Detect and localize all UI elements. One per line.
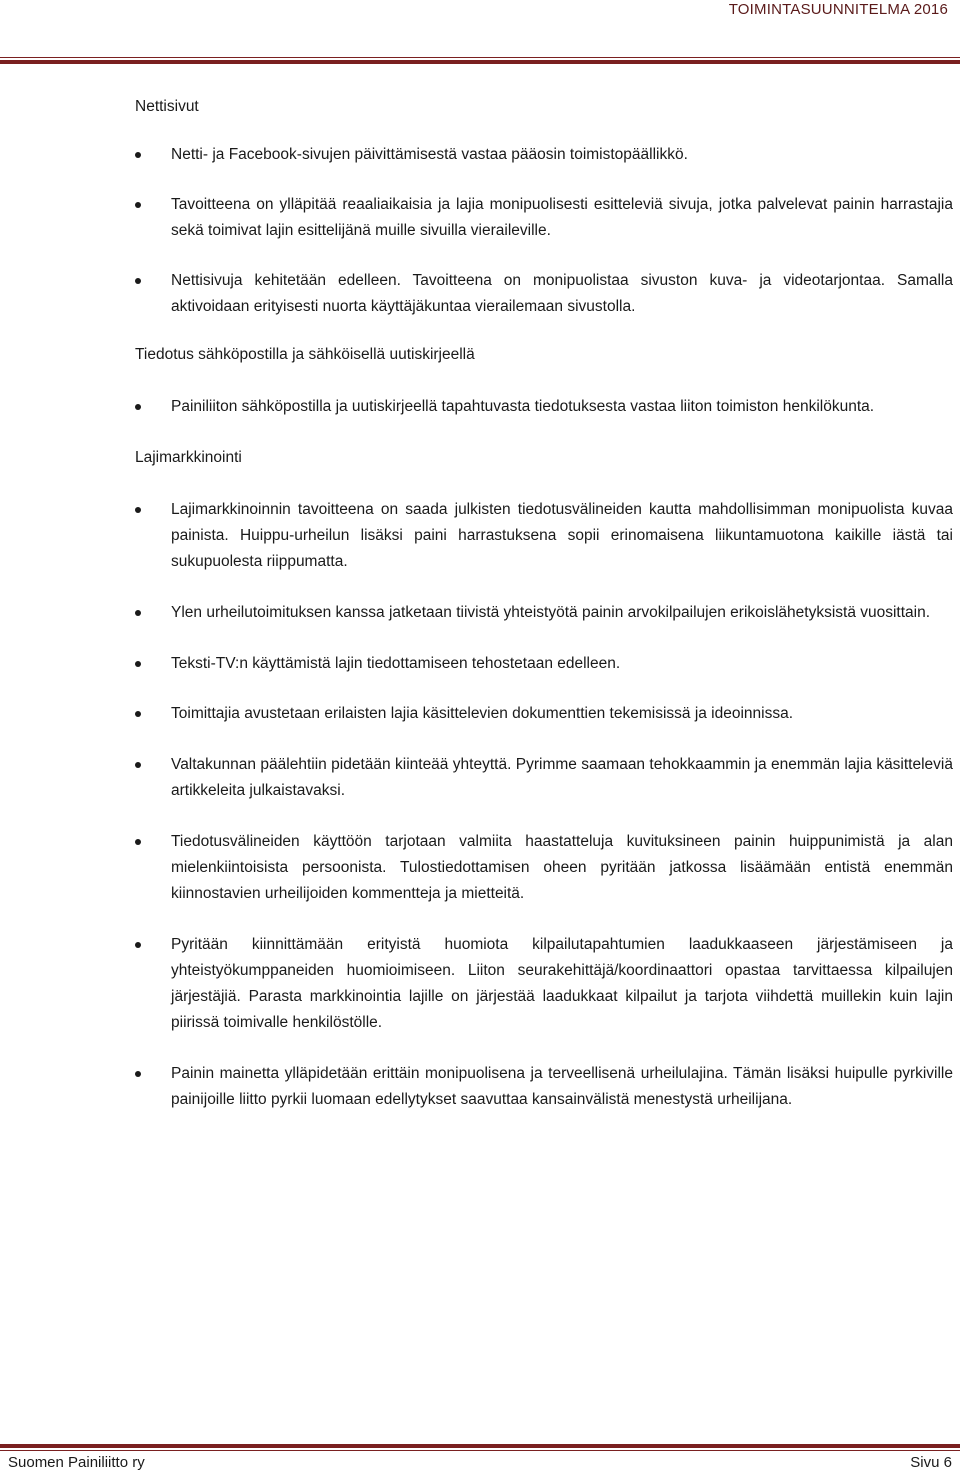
bullet-icon [135, 839, 141, 845]
list-item [135, 142, 953, 168]
list-item-text: Teksti-TV:n käyttämistä lajin tiedottamiseen tehostetaan edelleen. [171, 655, 621, 672]
section-heading-nettisivut: Nettisivut [135, 98, 199, 115]
section-heading-lajimarkkinointi: Lajimarkkinointi [135, 449, 242, 466]
bullet-icon [135, 1071, 141, 1077]
list-item [135, 394, 953, 420]
bullet-icon [135, 610, 141, 616]
bullet-icon [135, 404, 141, 410]
list-item-text: Tiedotusvälineiden käyttöön tarjotaan valmiita haastatteluja kuvituksineen painin huippunimistä ja alan mielenkiintoisista persoonista. Tulostiedottamisen oheen pyritään jatkossa lisäämään entistä enemmän kiinnostavien urheilijoiden kommentteja ja mietteitä. [171, 833, 953, 902]
list-item [135, 701, 953, 727]
bullet-list-nettisivut [135, 142, 953, 320]
list-item [135, 268, 953, 320]
list-item-text: Valtakunnan päälehtiin pidetään kiinteää yhteyttä. Pyrimme saamaan tehokkaammin ja enemmän lajia käsitteleviä artikkeleita julkaistavaksi. [171, 756, 953, 799]
document-body [135, 94, 953, 1113]
section-heading-tiedotus: Tiedotus sähköpostilla ja sähköisellä uutiskirjeellä [135, 346, 475, 363]
list-item [135, 497, 953, 575]
footer-organization: Suomen Painiliitto ry [8, 1454, 145, 1471]
list-item [135, 829, 953, 907]
page-footer [0, 1438, 960, 1473]
list-item-text: Nettisivuja kehitetään edelleen. Tavoitteena on monipuolistaa sivuston kuva- ja videotarjontaa. Samalla aktivoidaan erityisesti nuorta käyttäjäkuntaa vierailemaan sivustolla. [171, 272, 953, 315]
bullet-icon [135, 942, 141, 948]
bullet-icon [135, 762, 141, 768]
bullet-list-lajimarkkinointi [135, 497, 953, 1113]
bullet-icon [135, 711, 141, 717]
footer-rule-thick [0, 1444, 960, 1448]
list-item-text: Netti- ja Facebook-sivujen päivittämisestä vastaa pääosin toimistopäällikkö. [171, 146, 688, 163]
list-item [135, 1061, 953, 1113]
footer-page-number: Sivu 6 [910, 1454, 952, 1471]
list-item-text: Toimittajia avustetaan erilaisten lajia käsittelevien dokumenttien tekemisissä ja ideoinnissa. [171, 705, 794, 722]
list-item-text: Painin mainetta ylläpidetään erittäin monipuolisena ja terveellisenä urheilulajina. Tämän lisäksi huipulle pyrkiville painijoille liitto pyrkii luomaan edellytykset saavuttaa kansainvälistä menestystä urheilijana. [171, 1065, 953, 1108]
list-item-text: Pyritään kiinnittämään erityistä huomiota kilpailutapahtumien laadukkaaseen järjestämiseen ja yhteistyökumppaneiden huomioimiseen. Liiton seurakehittäjä/koordinaattori opastaa tarvittaessa kilpailujen järjestäjiä. Parasta markkinointia lajille on järjestää laadukkaat kilpailut ja tarjota viihdettä muillekin kuin lajin piirissä toimivalle henkilöstölle. [171, 936, 953, 1031]
header-rule-thin [0, 57, 960, 58]
header-rule-thick [0, 60, 960, 64]
list-item-text: Ylen urheilutoimituksen kanssa jatketaan tiivistä yhteistyötä painin arvokilpailujen erikoislähetyksistä vuosittain. [171, 604, 931, 621]
footer-rule-thin [0, 1450, 960, 1451]
list-item [135, 600, 953, 626]
bullet-icon [135, 202, 141, 208]
list-item [135, 932, 953, 1036]
page-header [0, 0, 960, 66]
bullet-icon [135, 278, 141, 284]
list-item-text: Painiliiton sähköpostilla ja uutiskirjeellä tapahtuvasta tiedotuksesta vastaa liiton toimiston henkilökunta. [171, 398, 875, 415]
list-item [135, 651, 953, 677]
document-title: TOIMINTASUUNNITELMA 2016 [728, 1, 948, 18]
list-item [135, 752, 953, 804]
bullet-icon [135, 152, 141, 158]
bullet-icon [135, 507, 141, 513]
list-item [135, 192, 953, 244]
bullet-icon [135, 661, 141, 667]
bullet-list-tiedotus [135, 394, 953, 420]
list-item-text: Tavoitteena on ylläpitää reaaliaikaisia ja lajia monipuolisesti esitteleviä sivuja, jotka palvelevat painin harrastajia sekä toimivat lajin esittelijänä muille sivuilla vieraileville. [171, 196, 953, 239]
list-item-text: Lajimarkkinoinnin tavoitteena on saada julkisten tiedotusvälineiden kautta mahdollisimman monipuolista kuvaa painista. Huippu-urheilun lisäksi paini harrastuksena sopii erinomaisena liikuntamuotona kaikille iästä tai sukupuolesta riippumatta. [171, 501, 953, 570]
